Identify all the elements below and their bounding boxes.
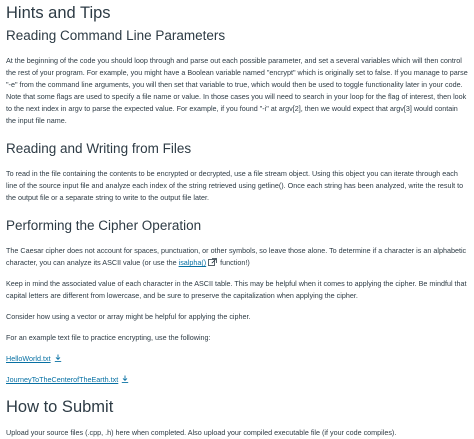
file-link-journey[interactable]: JourneyToTheCenterofTheEarth.txt — [6, 375, 119, 384]
download-icon[interactable] — [121, 375, 129, 383]
cipher-text-after: function!) — [218, 258, 250, 267]
file-link-row-1 — [6, 353, 468, 365]
heading-files: Reading and Writing from Files — [6, 141, 192, 156]
file-link-row-2 — [6, 374, 468, 386]
cmdline-paragraph-1: At the beginning of the code you should loop through and parse out each possible parameter, and set a several variables which will then control the rest of your program. For example, you might have a Boolean variable named "encrypt" which is originally set to false. If you manage to parse "-e" from the command line arguments, you will then set that variable to true, which would then be used to toggle functionality later in your code. — [6, 56, 468, 89]
cipher-paragraph-4: For an example text file to practice encrypting, use the following: — [6, 333, 211, 342]
cipher-paragraph-1 — [6, 245, 468, 269]
files-paragraph-1: To read in the file containing the contents to be encrypted or decrypted, use a file stream object. Using this object you can iterate through each line of the source input file and analyze each index of the string retrieved using getline(). Once each string has been analyzed, write the result to the output file or a separate string to write to the output file later. — [6, 169, 464, 202]
heading-command-line: Reading Command Line Parameters — [6, 28, 226, 43]
cmdline-paragraph-2: Note that some flags are used to specify a file name or value. In those cases you will need to search in your loop for the flag of interest, then look to the next index in argv to parse the expected value. For example, if you found "-i" at argv[2], then we would expect that argv[3] would contain the input file name. — [6, 92, 467, 125]
page-title: Hints and Tips — [6, 4, 111, 22]
heading-how-to-submit: How to Submit — [6, 398, 114, 416]
cipher-paragraph-2: Keep in mind the associated value of each character in the ASCII table. This may be helpful when it comes to applying the cipher. Be mindful that capital letters are different from lowercase, and be sure to preserve the capitalization when applying the cipher. — [6, 279, 467, 300]
download-icon[interactable] — [54, 354, 62, 362]
heading-cipher: Performing the Cipher Operation — [6, 218, 202, 233]
submit-paragraph-1: Upload your source files (.cpp, .h) here when completed. Also upload your compiled executable file (if your code compiles). — [6, 428, 397, 437]
file-link-helloworld[interactable]: HelloWorld.txt — [6, 354, 51, 363]
cipher-text-before: The Caesar cipher does not account for spaces, punctuation, or other symbols, so leave those alone. To determine if a character is an alphabetic character, you can analyze its ASCII value (or use the — [6, 246, 467, 267]
cipher-paragraph-3: Consider how using a vector or array might be helpful for applying the cipher. — [6, 312, 251, 321]
external-link-icon — [208, 258, 217, 266]
isalpha-link[interactable]: isalpha() — [178, 258, 207, 267]
